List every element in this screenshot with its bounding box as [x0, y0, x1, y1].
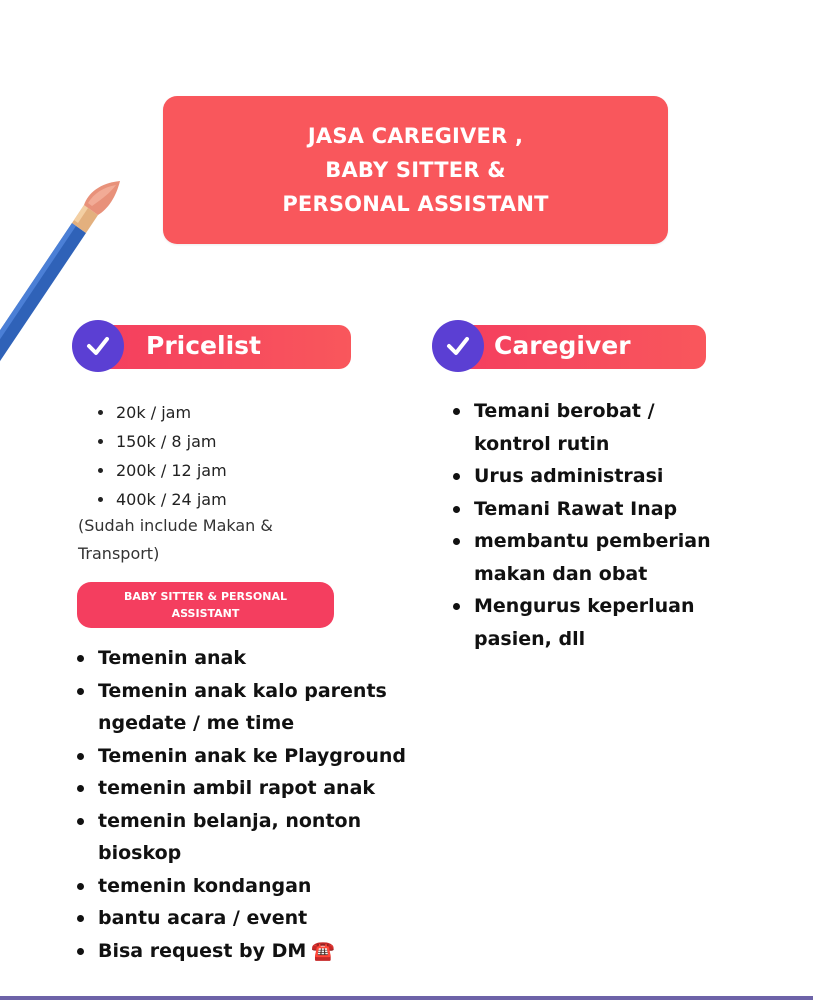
price-list [96, 398, 227, 514]
caregiver-header [432, 324, 707, 368]
babysitter-header-line-1: BABY SITTER & PERSONAL [123, 590, 288, 603]
telephone-icon: ☎️ [311, 939, 335, 962]
pricelist-header [72, 324, 352, 368]
babysitter-header-line-2: ASSISTANT [171, 607, 240, 620]
title-line-1: JASA CAREGIVER , [307, 124, 524, 148]
price-item: 150k / 8 jam [96, 427, 227, 456]
caregiver-item: Temani Rawat Inap [452, 493, 752, 526]
caregiver-item-text: membantu pemberian makan dan obat [474, 530, 711, 585]
price-note-line-1: (Sudah include Makan & [78, 516, 273, 535]
caregiver-list [452, 395, 752, 655]
check-circle-icon [432, 320, 484, 372]
title-line-2: BABY SITTER & [325, 158, 506, 182]
babysitter-item: Temenin anak [76, 642, 436, 675]
babysitter-header [77, 582, 334, 628]
check-circle-icon [72, 320, 124, 372]
babysitter-item-text: temenin belanja, nonton bioskop [98, 809, 362, 864]
title-card [163, 96, 668, 244]
babysitter-item: temenin kondangan [76, 870, 436, 903]
caregiver-item [452, 525, 744, 590]
price-note [78, 512, 318, 568]
caregiver-item-text: Temani berobat / kontrol rutin [474, 400, 655, 455]
babysitter-list [76, 642, 436, 967]
price-item: 20k / jam [96, 398, 227, 427]
babysitter-item [76, 935, 436, 968]
caregiver-item: Urus administrasi [452, 460, 752, 493]
bottom-border [0, 996, 813, 1000]
title-line-3: PERSONAL ASSISTANT [282, 192, 549, 216]
babysitter-item: temenin ambil rapot anak [76, 772, 436, 805]
price-note-line-2: Transport) [78, 544, 160, 563]
babysitter-item-text: Temenin anak kalo parents ngedate / me time [98, 679, 387, 734]
babysitter-item-text: Bisa request by DM [98, 939, 307, 962]
caregiver-header-label: Caregiver [494, 331, 631, 360]
pricelist-header-label: Pricelist [146, 331, 261, 360]
babysitter-item [76, 805, 378, 870]
caregiver-item [452, 590, 734, 655]
babysitter-item: Temenin anak ke Playground [76, 740, 436, 773]
price-item: 200k / 12 jam [96, 456, 227, 485]
caregiver-item-text: Mengurus keperluan pasien, dll [474, 595, 695, 650]
price-item: 400k / 24 jam [96, 485, 227, 514]
babysitter-item [76, 675, 408, 740]
caregiver-item [452, 395, 694, 460]
babysitter-item: bantu acara / event [76, 902, 436, 935]
